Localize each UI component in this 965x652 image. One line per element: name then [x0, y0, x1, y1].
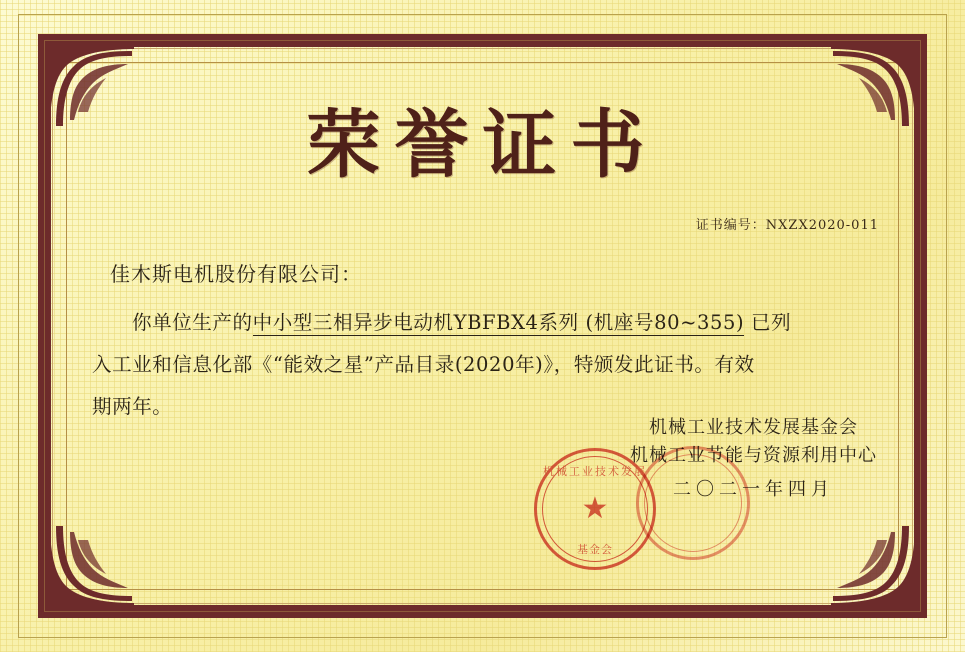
issuer-line-1: 机械工业技术发展基金会	[649, 417, 858, 438]
serial-label: 证书编号：	[695, 218, 766, 233]
seal-technology-development-foundation	[534, 448, 656, 570]
certificate-body	[92, 302, 877, 428]
serial-value: NXZX2020-011	[765, 218, 879, 233]
serial-number	[696, 214, 879, 233]
issue-date: 二〇二一年四月	[673, 479, 834, 500]
certificate-content	[66, 62, 899, 590]
body-line-2: 入工业和信息化部《“能效之星”产品目录(2020年)》，特颁发此证书。有效	[92, 353, 755, 376]
issuer-line-2: 机械工业节能与资源利用中心	[630, 445, 877, 466]
seal-bottom-text: 基金会	[577, 543, 613, 556]
underlined-product-name: 中小型三相异步电动机YBFBX4系列 (机座号80~355)	[252, 311, 745, 334]
page-title: 荣誉证书	[306, 102, 659, 188]
body-line-3: 期两年。	[92, 395, 173, 418]
body-line-1: 你单位生产的中小型三相异步电动机YBFBX4系列 (机座号80~355) 已列	[132, 311, 792, 334]
seal-star-icon: ★	[581, 492, 609, 525]
recipient-salutation: 佳木斯电机股份有限公司：	[110, 262, 362, 286]
seal-inner-rim	[644, 454, 742, 552]
seal-top-text: 机械工业技术发展	[543, 465, 647, 478]
